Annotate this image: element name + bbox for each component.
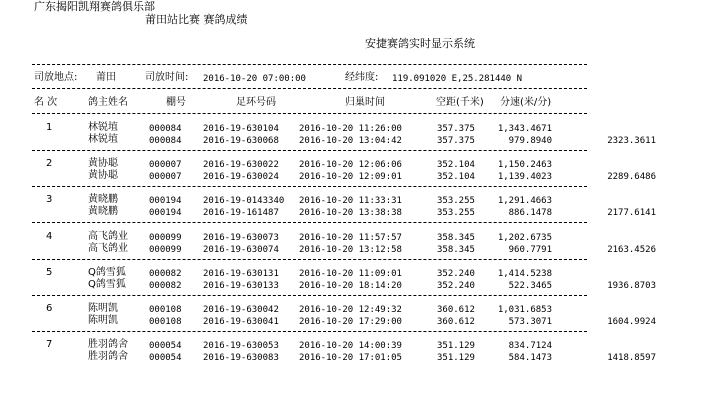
total-speed: 2177.6141 xyxy=(607,208,656,219)
header-arrival-time: 归巢时间 xyxy=(345,97,385,108)
speed-m-per-min: 834.7124 xyxy=(508,341,552,352)
arrival-time: 2016-10-20 17:29:00 xyxy=(299,317,402,327)
total-speed: 1936.8703 xyxy=(607,280,656,291)
loft-number: 000007 xyxy=(149,160,182,171)
loft-number: 000194 xyxy=(149,208,182,219)
speed-m-per-min: 522.3465 xyxy=(508,280,552,291)
loft-number: 000108 xyxy=(149,317,182,327)
header-speed: 分速(米/分) xyxy=(500,97,552,108)
rank: 5 xyxy=(46,266,53,278)
arrival-time: 2016-10-20 12:49:32 xyxy=(299,305,402,315)
total-speed: 1604.9924 xyxy=(607,317,656,327)
arrival-time: 2016-10-20 11:26:00 xyxy=(299,124,402,134)
ring-number: 2016-19-630068 xyxy=(203,136,279,146)
ring-number: 2016-19-630024 xyxy=(203,172,279,183)
owner-name: Q鸽雪狐 xyxy=(88,266,126,278)
owner-name: 胜羽鸽舍 xyxy=(88,339,128,351)
arrival-time: 2016-10-20 14:00:39 xyxy=(299,341,402,352)
distance-km: 352.240 xyxy=(437,268,475,279)
arrival-time: 2016-10-20 13:04:42 xyxy=(299,136,402,146)
ring-number: 2016-19-630133 xyxy=(203,280,279,291)
group-separator xyxy=(32,150,587,151)
owner-name: 黄协聪 xyxy=(88,158,118,170)
loft-number: 000082 xyxy=(149,280,182,291)
release-location-label: 司放地点: xyxy=(34,72,78,83)
group-separator xyxy=(32,222,587,223)
owner-name: 黄协聪 xyxy=(88,170,118,182)
header-loft: 棚号 xyxy=(166,97,186,108)
arrival-time: 2016-10-20 13:38:38 xyxy=(299,208,402,219)
coordinates-value: 119.091020 E,25.281440 N xyxy=(392,74,523,84)
ring-number: 2016-19-0143340 xyxy=(203,196,285,207)
header-distance: 空距(千米) xyxy=(436,97,484,108)
arrival-time: 2016-10-20 11:33:31 xyxy=(299,196,402,207)
owner-name: Q鸽雪狐 xyxy=(88,278,126,290)
speed-m-per-min: 1,202.6735 xyxy=(497,232,552,243)
ring-number: 2016-19-630041 xyxy=(203,317,279,327)
rank: 7 xyxy=(46,339,53,351)
distance-km: 352.104 xyxy=(437,160,475,171)
speed-m-per-min: 1,031.6853 xyxy=(497,305,552,315)
total-speed: 2289.6486 xyxy=(607,172,656,183)
release-location-value: 莆田 xyxy=(96,72,116,83)
distance-km: 351.129 xyxy=(437,353,475,364)
distance-km: 358.345 xyxy=(437,244,475,255)
release-time-value: 2016-10-20 07:00:00 xyxy=(203,74,306,84)
group-separator xyxy=(32,186,587,187)
speed-m-per-min: 979.8940 xyxy=(508,136,552,146)
release-time-label: 司放时间: xyxy=(145,72,189,83)
arrival-time: 2016-10-20 13:12:58 xyxy=(299,244,402,255)
speed-m-per-min: 573.3071 xyxy=(508,317,552,327)
ring-number: 2016-19-630083 xyxy=(203,353,279,364)
loft-number: 000099 xyxy=(149,232,182,243)
header-ring: 足环号码 xyxy=(236,97,276,108)
ring-number: 2016-19-630074 xyxy=(203,244,279,255)
distance-km: 353.255 xyxy=(437,208,475,219)
arrival-time: 2016-10-20 12:09:01 xyxy=(299,172,402,183)
loft-number: 000084 xyxy=(149,136,182,146)
owner-name: 胜羽鸽舍 xyxy=(88,351,128,363)
header-rank: 名 次 xyxy=(34,97,58,108)
arrival-time: 2016-10-20 11:57:57 xyxy=(299,232,402,243)
speed-m-per-min: 1,343.4671 xyxy=(497,124,552,134)
ring-number: 2016-19-630053 xyxy=(203,341,279,352)
rank: 2 xyxy=(46,158,53,170)
group-separator xyxy=(32,259,587,260)
loft-number: 000194 xyxy=(149,196,182,207)
ring-number: 2016-19-161487 xyxy=(203,208,279,219)
speed-m-per-min: 1,150.2463 xyxy=(497,160,552,171)
ring-number: 2016-19-630073 xyxy=(203,232,279,243)
distance-km: 360.612 xyxy=(437,305,475,315)
rank: 1 xyxy=(46,122,53,133)
owner-name: 林锐埴 xyxy=(88,134,118,145)
loft-number: 000054 xyxy=(149,353,182,364)
arrival-time: 2016-10-20 18:14:20 xyxy=(299,280,402,291)
speed-m-per-min: 1,139.4023 xyxy=(497,172,552,183)
loft-number: 000082 xyxy=(149,268,182,279)
loft-number: 000108 xyxy=(149,305,182,315)
distance-km: 352.104 xyxy=(437,172,475,183)
speed-m-per-min: 960.7791 xyxy=(508,244,552,255)
arrival-time: 2016-10-20 17:01:05 xyxy=(299,353,402,364)
speed-m-per-min: 584.1473 xyxy=(508,353,552,364)
ring-number: 2016-19-630022 xyxy=(203,160,279,171)
arrival-time: 2016-10-20 12:06:06 xyxy=(299,160,402,171)
speed-m-per-min: 886.1478 xyxy=(508,208,552,219)
owner-name: 陈明凯 xyxy=(88,315,118,326)
total-speed: 2323.3611 xyxy=(607,136,656,146)
total-speed: 1418.8597 xyxy=(607,353,656,364)
loft-number: 000054 xyxy=(149,341,182,352)
loft-number: 000007 xyxy=(149,172,182,183)
race-title: 莆田站比赛 赛鸽成绩 xyxy=(145,13,248,26)
distance-km: 353.255 xyxy=(437,196,475,207)
distance-km: 351.129 xyxy=(437,341,475,352)
owner-name: 黄晓鹏 xyxy=(88,194,118,206)
separator-header xyxy=(32,113,587,114)
distance-km: 352.240 xyxy=(437,280,475,291)
separator-top xyxy=(32,64,587,65)
rank: 4 xyxy=(46,230,53,242)
distance-km: 360.612 xyxy=(437,317,475,327)
loft-number: 000084 xyxy=(149,124,182,134)
speed-m-per-min: 1,291.4663 xyxy=(497,196,552,207)
arrival-time: 2016-10-20 11:09:01 xyxy=(299,268,402,279)
group-separator xyxy=(32,331,587,332)
rank: 3 xyxy=(46,194,53,206)
owner-name: 陈明凯 xyxy=(88,303,118,314)
owner-name: 林锐埴 xyxy=(88,122,118,133)
club-name: 广东揭阳凯翔赛鸽俱乐部 xyxy=(34,0,155,13)
system-name: 安捷赛鸽实时显示系统 xyxy=(365,37,475,50)
loft-number: 000099 xyxy=(149,244,182,255)
ring-number: 2016-19-630131 xyxy=(203,268,279,279)
distance-km: 357.375 xyxy=(437,136,475,146)
header-owner: 鸽主姓名 xyxy=(88,97,128,108)
rank: 6 xyxy=(46,303,53,314)
ring-number: 2016-19-630042 xyxy=(203,305,279,315)
ring-number: 2016-19-630104 xyxy=(203,124,279,134)
speed-m-per-min: 1,414.5238 xyxy=(497,268,552,279)
owner-name: 高飞鸽业 xyxy=(88,242,128,254)
coordinates-label: 经纬度: xyxy=(345,72,379,83)
group-separator xyxy=(32,295,587,296)
owner-name: 高飞鸽业 xyxy=(88,230,128,242)
separator-info xyxy=(32,88,587,89)
distance-km: 358.345 xyxy=(437,232,475,243)
total-speed: 2163.4526 xyxy=(607,244,656,255)
distance-km: 357.375 xyxy=(437,124,475,134)
owner-name: 黄晓鹏 xyxy=(88,206,118,218)
